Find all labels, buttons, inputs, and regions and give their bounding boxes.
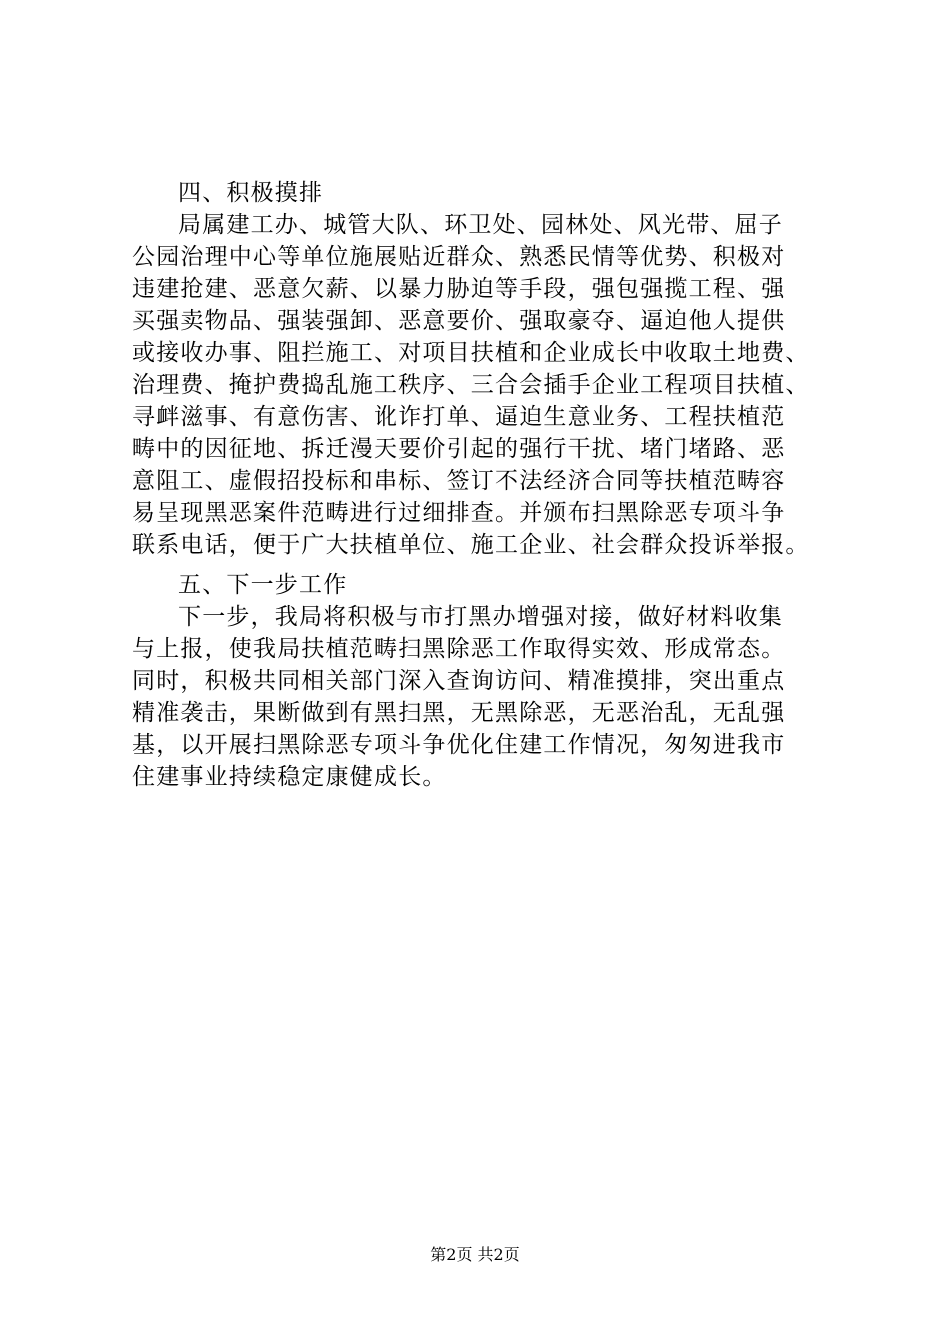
paragraph-line: 下一步，我局将积极与市打黑办增强对接，做好材料收集 xyxy=(178,604,783,630)
paragraph-line: 住建事业持续稳定康健成长。 xyxy=(132,764,447,790)
paragraph-line: 治理费、掩护费捣乱施工秩序、三合会插手企业工程项目扶植、 xyxy=(132,372,810,398)
paragraph-line: 畴中的因征地、拆迁漫天要价引起的强行干扰、堵门堵路、恶 xyxy=(132,436,786,462)
paragraph-line: 易呈现黑恶案件范畴进行过细排查。并颁布扫黑除恶专项斗争 xyxy=(132,500,786,526)
paragraph-line: 公园治理中心等单位施展贴近群众、熟悉民情等优势、积极对 xyxy=(132,244,786,270)
section-heading: 四、积极摸排 xyxy=(178,180,324,206)
paragraph-line: 违建抢建、恶意欠薪、以暴力胁迫等手段，强包强揽工程、强 xyxy=(132,276,786,302)
paragraph-line: 联系电话，便于广大扶植单位、施工企业、社会群众投诉举报。 xyxy=(132,532,810,558)
paragraph-line: 买强卖物品、强装强卸、恶意要价、强取豪夺、逼迫他人提供 xyxy=(132,308,786,334)
paragraph-line: 同时，积极共同相关部门深入查询访问、精准摸排，突出重点 xyxy=(132,668,786,694)
paragraph-line: 意阻工、虚假招投标和串标、签订不法经济合同等扶植范畴容 xyxy=(132,468,786,494)
paragraph-line: 寻衅滋事、有意伤害、讹诈打单、逼迫生意业务、工程扶植范 xyxy=(132,404,786,430)
section-heading: 五、下一步工作 xyxy=(178,572,348,598)
section-four xyxy=(132,177,854,561)
paragraph-line: 基，以开展扫黑除恶专项斗争优化住建工作情况，匆匆进我市 xyxy=(132,732,786,758)
section-five xyxy=(132,569,854,793)
page-number-footer: 第2页 共2页 xyxy=(430,1245,520,1264)
paragraph-line: 局属建工办、城管大队、环卫处、园林处、风光带、屈子 xyxy=(178,212,783,238)
paragraph-line: 与上报，使我局扶植范畴扫黑除恶工作取得实效、形成常态。 xyxy=(132,636,786,662)
paragraph-line: 精准袭击，果断做到有黑扫黑，无黑除恶，无恶治乱，无乱强 xyxy=(132,700,786,726)
paragraph-line: 或接收办事、阻拦施工、对项目扶植和企业成长中收取土地费、 xyxy=(132,340,810,366)
